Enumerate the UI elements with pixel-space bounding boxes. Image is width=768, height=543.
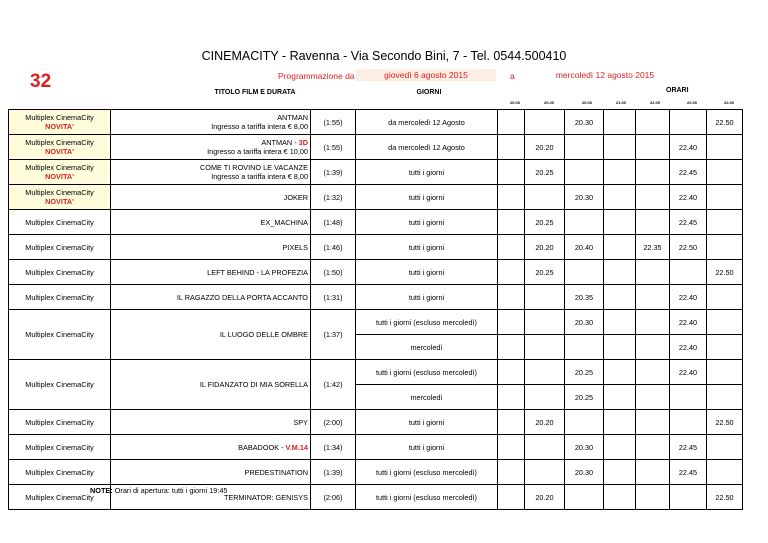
film-title: TERMINATOR: GENISYS (223, 492, 308, 502)
showtime-cell: 20.30 (565, 460, 604, 485)
days-cell: da mercoledì 12 Agosto (356, 110, 498, 135)
showtime-cell (565, 210, 604, 235)
column-header-film: TITOLO FILM E DURATA (214, 89, 296, 96)
days-cell: tutti i giorni (356, 435, 498, 460)
days-cell: tutti i giorni (escluso mercoledì) (356, 360, 498, 385)
showtime-cell: 22.45 (670, 460, 707, 485)
showtime-cell (636, 310, 670, 335)
showtime-cell (636, 360, 670, 385)
film-title: BABADOOK - (238, 442, 286, 452)
film-duration: (1:32) (311, 185, 356, 210)
showtime-cell: 20.20 (525, 135, 565, 160)
days-cell: mercoledì (356, 335, 498, 360)
film-title: PIXELS (282, 242, 308, 252)
days-cell: tutti i giorni (356, 260, 498, 285)
showtime-cell (498, 235, 525, 260)
showtime-cell: 20.30 (565, 110, 604, 135)
cinema-name: Multiplex CinemaCity (25, 442, 94, 452)
cinema-name: Multiplex CinemaCity (25, 380, 94, 389)
cinema-name: Multiplex CinemaCity (25, 492, 94, 502)
film-duration: (1:39) (311, 460, 356, 485)
showtime-cell (707, 385, 743, 410)
showtime-cell (525, 360, 565, 385)
showtime-cell (670, 485, 707, 510)
schedule-number: 32 (30, 71, 52, 92)
showtime-cell (636, 435, 670, 460)
film-title: IL FIDANZATO DI MIA SORELLA (199, 380, 308, 389)
showtime-cell (565, 135, 604, 160)
film-price: Ingresso a tariffa intera € 10,00 (207, 147, 308, 156)
showtime-cell (498, 260, 525, 285)
a-label: a (510, 71, 515, 81)
film-cell (111, 285, 311, 310)
cinema-cell (9, 310, 111, 360)
showtime-cell (636, 385, 670, 410)
table-row (9, 135, 743, 160)
showtime-cell (498, 335, 525, 360)
film-title: COME TI ROVINO LE VACANZE (200, 163, 308, 172)
showtime-cell (670, 385, 707, 410)
showtime-cell: 20.25 (525, 160, 565, 185)
days-cell: tutti i giorni (356, 235, 498, 260)
film-duration: (1:50) (311, 260, 356, 285)
showtime-cell (498, 310, 525, 335)
showtime-cell (707, 135, 743, 160)
cinema-name: Multiplex CinemaCity (25, 113, 94, 122)
showtime-cell: 22.50 (707, 410, 743, 435)
cinema-name: Multiplex CinemaCity (25, 163, 94, 172)
film-cell (111, 435, 311, 460)
days-cell: tutti i giorni (escluso mercoledì) (356, 310, 498, 335)
days-cell: tutti i giorni (356, 185, 498, 210)
cinema-cell (9, 285, 111, 310)
showtime-cell (498, 160, 525, 185)
showtime-cell (604, 335, 636, 360)
cinema-cell (9, 460, 111, 485)
showtime-cell (525, 110, 565, 135)
showtime-cell: 20.35 (565, 285, 604, 310)
showtime-cell (498, 285, 525, 310)
film-duration: (1:42) (311, 360, 356, 410)
showtime-cell (498, 485, 525, 510)
hour-header: 20.00 (509, 100, 520, 105)
showtime-cell (498, 185, 525, 210)
showtime-cell (498, 110, 525, 135)
cinema-name: Multiplex CinemaCity (25, 188, 94, 197)
showtime-cell (707, 435, 743, 460)
showtime-cell (636, 110, 670, 135)
days-cell: tutti i giorni (356, 410, 498, 435)
table-row (9, 110, 743, 135)
film-duration: (2:06) (311, 485, 356, 510)
showtime-cell (498, 385, 525, 410)
film-title: ANTMAN (277, 113, 308, 122)
film-cell (111, 360, 311, 410)
film-tag: V.M.14 (285, 442, 308, 452)
showtime-cell: 20.40 (565, 235, 604, 260)
hour-header: 20.00 (543, 100, 554, 105)
novita-badge: NOVITA' (45, 122, 74, 131)
column-header-giorni: GIORNI (416, 89, 442, 96)
showtime-cell (565, 260, 604, 285)
showtime-cell: 22.40 (670, 135, 707, 160)
cinema-name: Multiplex CinemaCity (25, 217, 94, 227)
cinema-cell (9, 410, 111, 435)
showtime-cell (707, 160, 743, 185)
cinema-cell (9, 360, 111, 410)
showtime-cell: 20.25 (565, 385, 604, 410)
showtime-cell (604, 360, 636, 385)
film-duration: (1:48) (311, 210, 356, 235)
showtime-cell (636, 410, 670, 435)
showtime-cell (707, 360, 743, 385)
showtime-cell: 22.45 (670, 210, 707, 235)
showtime-cell (604, 185, 636, 210)
showtime-cell: 20.25 (525, 260, 565, 285)
showtime-cell (565, 335, 604, 360)
showtime-cell (498, 435, 525, 460)
showtime-cell: 22.40 (670, 285, 707, 310)
showtime-cell (636, 160, 670, 185)
hour-header: 22.00 (649, 100, 660, 105)
film-cell (111, 235, 311, 260)
showtime-cell (636, 485, 670, 510)
showtime-cell (525, 385, 565, 410)
schedule-table (8, 109, 743, 510)
showtime-cell (604, 460, 636, 485)
showtime-cell (636, 210, 670, 235)
film-duration: (1:55) (311, 135, 356, 160)
showtime-cell (565, 410, 604, 435)
showtime-cell: 22.40 (670, 185, 707, 210)
showtime-cell (525, 435, 565, 460)
showtime-cell (707, 185, 743, 210)
film-title: SPY (293, 417, 308, 427)
showtime-cell (604, 135, 636, 160)
showtime-cell (604, 310, 636, 335)
showtime-cell (525, 335, 565, 360)
film-duration: (1:34) (311, 435, 356, 460)
film-cell (111, 210, 311, 235)
showtime-cell: 22.50 (707, 110, 743, 135)
days-cell: tutti i giorni (356, 210, 498, 235)
cinema-name: Multiplex CinemaCity (25, 292, 94, 302)
novita-badge: NOVITA' (45, 197, 74, 206)
film-cell (111, 110, 311, 135)
note-label: NOTE: (90, 486, 113, 495)
cinema-name: Multiplex CinemaCity (25, 242, 94, 252)
cinema-name: Multiplex CinemaCity (25, 267, 94, 277)
showtime-cell (636, 260, 670, 285)
cinema-cell (9, 435, 111, 460)
showtime-cell (604, 410, 636, 435)
showtime-cell (636, 285, 670, 310)
showtime-cell: 20.30 (565, 310, 604, 335)
film-title: PREDESTINATION (244, 467, 308, 477)
cinema-cell (9, 135, 111, 160)
programmazione-label: Programmazione da (278, 71, 355, 81)
film-cell (111, 260, 311, 285)
from-date: giovedì 6 agosto 2015 (356, 69, 496, 81)
table-row (9, 160, 743, 185)
showtime-cell (707, 285, 743, 310)
cinema-cell (9, 260, 111, 285)
to-date: mercoledì 12 agosto 2015 (555, 70, 655, 80)
hour-header: 22.00 (723, 100, 734, 105)
film-cell (111, 185, 311, 210)
showtime-cell (565, 485, 604, 510)
days-cell: tutti i giorni (escluso mercoledì) (356, 485, 498, 510)
showtime-cell (498, 410, 525, 435)
showtime-cell (604, 285, 636, 310)
novita-badge: NOVITA' (45, 172, 74, 181)
film-title: IL RAGAZZO DELLA PORTA ACCANTO (176, 292, 308, 302)
film-cell (111, 410, 311, 435)
film-tag: 3D (298, 138, 308, 147)
showtime-cell: 22.50 (707, 485, 743, 510)
cinema-cell (9, 185, 111, 210)
showtime-cell (498, 360, 525, 385)
showtime-cell (707, 235, 743, 260)
showtime-cell (604, 485, 636, 510)
showtime-cell (604, 110, 636, 135)
film-duration: (1:37) (311, 310, 356, 360)
column-header-orari: ORARI (666, 87, 689, 94)
table-row (9, 210, 743, 235)
film-duration: (1:31) (311, 285, 356, 310)
cinema-cell (9, 160, 111, 185)
showtime-cell: 22.40 (670, 310, 707, 335)
cinema-cell (9, 235, 111, 260)
showtime-cell: 20.20 (525, 485, 565, 510)
film-cell (111, 135, 311, 160)
showtime-cell (604, 435, 636, 460)
showtime-cell (604, 235, 636, 260)
table-row (9, 360, 743, 385)
showtime-cell: 20.20 (525, 410, 565, 435)
film-title: LEFT BEHIND - LA PROFEZIA (207, 267, 308, 277)
cinema-name: Multiplex CinemaCity (25, 138, 94, 147)
showtime-cell (707, 310, 743, 335)
showtime-cell (525, 285, 565, 310)
showtime-cell: 20.30 (565, 185, 604, 210)
film-duration: (1:46) (311, 235, 356, 260)
showtime-cell: 20.30 (565, 435, 604, 460)
table-row (9, 460, 743, 485)
table-row (9, 410, 743, 435)
table-row (9, 185, 743, 210)
days-cell: mercoledì (356, 385, 498, 410)
showtime-cell: 22.50 (670, 235, 707, 260)
showtime-cell (707, 210, 743, 235)
table-row (9, 285, 743, 310)
showtime-cell: 22.50 (707, 260, 743, 285)
showtime-cell: 22.40 (670, 335, 707, 360)
hour-header: 22.00 (686, 100, 697, 105)
showtime-cell (604, 260, 636, 285)
cinema-cell (9, 110, 111, 135)
film-price: Ingresso a tariffa intera € 8,00 (211, 122, 308, 131)
showtime-cell (636, 185, 670, 210)
film-cell (111, 460, 311, 485)
showtime-cell: 20.20 (525, 235, 565, 260)
film-title: IL LUOGO DELLE OMBRE (219, 330, 308, 339)
hour-header: 21.00 (615, 100, 626, 105)
showtime-cell (707, 335, 743, 360)
table-row (9, 235, 743, 260)
days-cell: tutti i giorni (escluso mercoledì) (356, 460, 498, 485)
film-duration: (2:00) (311, 410, 356, 435)
film-duration: (1:39) (311, 160, 356, 185)
cinema-name: Multiplex CinemaCity (25, 330, 94, 339)
film-title: EX_MACHINA (260, 217, 308, 227)
showtime-cell (565, 160, 604, 185)
note-text: Orari di apertura: tutti i giorni 19:45 (114, 486, 228, 495)
table-row (9, 310, 743, 335)
showtime-cell (604, 385, 636, 410)
film-title: ANTMAN - (261, 138, 299, 147)
film-duration: (1:55) (311, 110, 356, 135)
hour-header: 20.00 (581, 100, 592, 105)
film-cell (111, 160, 311, 185)
film-cell (111, 310, 311, 360)
note (90, 486, 228, 495)
days-cell: da mercoledì 12 Agosto (356, 135, 498, 160)
showtime-cell: 22.45 (670, 160, 707, 185)
showtime-cell (636, 460, 670, 485)
showtime-cell (525, 185, 565, 210)
novita-badge: NOVITA' (45, 147, 74, 156)
page-title: CINEMACITY - Ravenna - Via Secondo Bini, 7 - Tel. 0544.500410 (201, 49, 567, 63)
film-price: Ingresso a tariffa intera € 8,00 (211, 172, 308, 181)
showtime-cell: 22.35 (636, 235, 670, 260)
showtime-cell (498, 460, 525, 485)
film-title: JOKER (283, 192, 308, 202)
showtime-cell (670, 260, 707, 285)
showtime-cell (498, 210, 525, 235)
showtime-cell (525, 310, 565, 335)
showtime-cell (636, 135, 670, 160)
showtime-cell (707, 460, 743, 485)
showtime-cell (670, 410, 707, 435)
cinema-name: Multiplex CinemaCity (25, 467, 94, 477)
showtime-cell: 20.25 (565, 360, 604, 385)
showtime-cell (525, 460, 565, 485)
table-row (9, 435, 743, 460)
showtime-cell: 20.25 (525, 210, 565, 235)
days-cell: tutti i giorni (356, 160, 498, 185)
days-cell: tutti i giorni (356, 285, 498, 310)
showtime-cell (604, 210, 636, 235)
showtime-cell (498, 135, 525, 160)
cinema-name: Multiplex CinemaCity (25, 417, 94, 427)
showtime-cell (670, 110, 707, 135)
cinema-cell (9, 210, 111, 235)
showtime-cell (604, 160, 636, 185)
table-row (9, 260, 743, 285)
showtime-cell: 22.40 (670, 360, 707, 385)
showtime-cell (636, 335, 670, 360)
showtime-cell: 22.45 (670, 435, 707, 460)
